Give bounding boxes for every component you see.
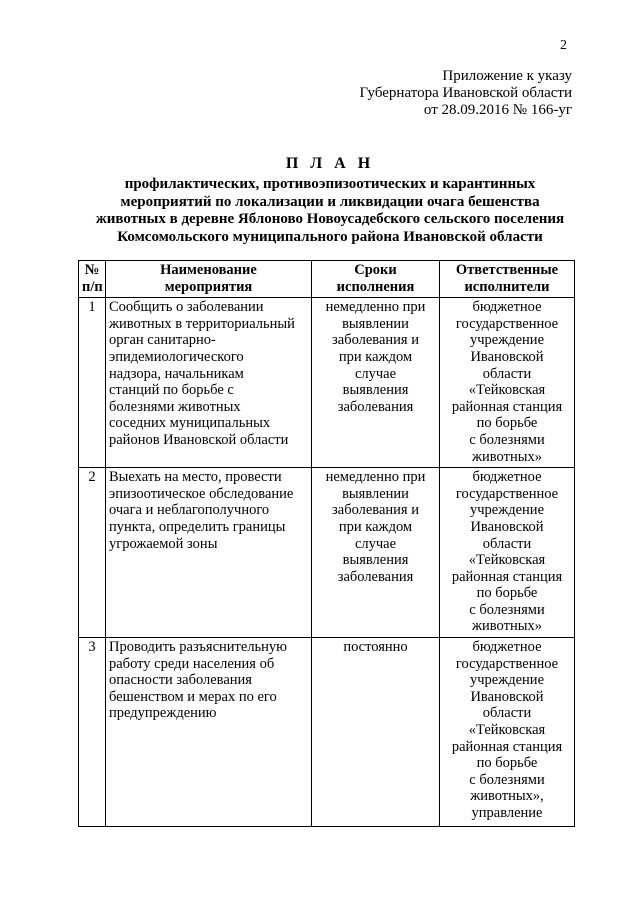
header-line: мероприятия	[164, 278, 253, 295]
cell-line: эпидемиологического	[109, 348, 244, 365]
page-number: 2	[560, 38, 567, 53]
header-line: исполнители	[464, 278, 550, 295]
header-line: Наименование	[160, 262, 257, 278]
cell-line: предупреждению	[109, 705, 217, 722]
cell-line: немедленно при	[325, 469, 426, 486]
cell-line: с болезнями	[469, 771, 545, 788]
cell-line: при каждом	[338, 518, 413, 535]
cell-line: при каждом	[338, 348, 413, 365]
cell-line: Ивановской	[470, 688, 544, 705]
cell-line: животных»	[472, 448, 542, 465]
plan-subtitle-line: мероприятий по локализации и ликвидации очага бешенства	[120, 193, 540, 210]
cell-line: случае	[354, 365, 397, 382]
appendix-line-3: от 28.09.2016 № 166-уг	[423, 102, 572, 118]
plan-table-body	[79, 298, 575, 827]
responsible-cell	[440, 298, 575, 468]
cell-line: с болезнями	[469, 601, 545, 618]
cell-line: выявлении	[342, 315, 409, 332]
cell-line: бюджетное	[472, 469, 542, 486]
cell-line: Сообщить о заболевании	[109, 299, 264, 316]
cell-line: выявлении	[342, 485, 409, 502]
deadline-cell	[312, 638, 440, 827]
cell-line: болезнями животных	[109, 398, 241, 415]
cell-line: случае	[354, 535, 397, 552]
row-number: 1	[79, 298, 106, 468]
cell-line: постоянно	[343, 639, 408, 656]
cell-line: очага и неблагополучного	[109, 502, 270, 519]
cell-line: опасности заболевания	[109, 672, 252, 689]
deadline-cell	[312, 468, 440, 638]
header-activity	[106, 261, 312, 298]
cell-line: области	[482, 365, 532, 382]
header-line: исполнения	[336, 278, 415, 295]
cell-line: станций по борьбе с	[109, 382, 234, 399]
table-header-row	[79, 261, 575, 298]
cell-line: по борьбе	[476, 755, 538, 772]
cell-line: управление	[471, 805, 543, 821]
cell-line: по борьбе	[476, 585, 538, 602]
cell-line: животных в территориальный	[109, 315, 295, 332]
cell-line: области	[482, 705, 532, 722]
header-responsible	[440, 261, 575, 298]
cell-line: «Тейковская	[468, 382, 546, 399]
header-number	[79, 261, 106, 298]
header-line: Ответственные	[455, 262, 559, 278]
activity-cell	[106, 298, 312, 468]
cell-line: животных»	[472, 618, 542, 635]
header-line: Сроки	[354, 262, 397, 278]
cell-line: немедленно при	[325, 299, 426, 316]
cell-line: районная станция	[451, 568, 563, 585]
cell-line: бюджетное	[472, 639, 542, 656]
appendix-line-1: Приложение к указу	[442, 68, 572, 84]
cell-line: орган санитарно-	[109, 332, 216, 349]
cell-line: угрожаемой зоны	[109, 535, 218, 552]
cell-line: государственное	[455, 315, 559, 332]
cell-line: Выехать на место, провести	[109, 469, 282, 486]
cell-line: «Тейковская	[468, 552, 546, 569]
header-deadline	[312, 261, 440, 298]
cell-line: учреждение	[469, 672, 544, 689]
cell-line: выявления	[342, 382, 409, 399]
responsible-cell	[440, 468, 575, 638]
appendix-line-2: Губернатора Ивановской области	[359, 85, 572, 101]
cell-line: животных»,	[470, 788, 544, 805]
deadline-cell	[312, 298, 440, 468]
cell-line: заболевания	[337, 568, 414, 585]
plan-title-block	[60, 155, 600, 246]
cell-line: заболевания и	[332, 502, 419, 519]
cell-line: учреждение	[469, 332, 544, 349]
cell-line: бешенством и мерах по его	[109, 688, 277, 705]
row-number: 3	[79, 638, 106, 827]
table-row	[79, 298, 575, 468]
cell-line: Ивановской	[470, 518, 544, 535]
cell-line: Ивановской	[470, 348, 544, 365]
cell-line: районная станция	[451, 398, 563, 415]
cell-line: выявления	[342, 552, 409, 569]
cell-line: надзора, начальникам	[109, 365, 244, 382]
cell-line: соседних муниципальных	[109, 415, 271, 432]
plan-subtitle-line: животных в деревне Яблоново Новоусадебского сельского поселения	[95, 211, 565, 227]
cell-line: пункта, определить границы	[109, 518, 286, 535]
plan-table	[78, 260, 575, 827]
cell-line: работу среди населения об	[109, 655, 275, 672]
activity-cell	[106, 468, 312, 638]
row-number: 2	[79, 468, 106, 638]
header-line: п/п	[82, 278, 103, 295]
appendix-reference	[359, 68, 572, 119]
plan-subtitle	[60, 176, 600, 246]
table-row	[79, 638, 575, 827]
cell-line: заболевания	[337, 398, 414, 415]
cell-line: с болезнями	[469, 431, 545, 448]
cell-line: Проводить разъяснительную	[109, 639, 288, 656]
cell-line: районная станция	[451, 738, 563, 755]
plan-title: П Л А Н	[285, 155, 375, 172]
cell-line: бюджетное	[472, 299, 542, 316]
plan-subtitle-line: профилактических, противоэпизоотических и карантинных	[124, 176, 536, 192]
responsible-cell	[440, 638, 575, 827]
cell-line: «Тейковская	[468, 722, 546, 739]
cell-line: по борьбе	[476, 415, 538, 432]
table-row	[79, 468, 575, 638]
header-line: №	[84, 262, 100, 278]
cell-line: районов Ивановской области	[109, 431, 289, 448]
activity-cell	[106, 638, 312, 827]
plan-subtitle-line: Комсомольского муниципального района Ивановской области	[117, 228, 543, 245]
cell-line: государственное	[455, 655, 559, 672]
cell-line: области	[482, 535, 532, 552]
cell-line: учреждение	[469, 502, 544, 519]
cell-line: эпизоотическое обследование	[109, 485, 294, 502]
cell-line: заболевания и	[332, 332, 419, 349]
cell-line: государственное	[455, 485, 559, 502]
